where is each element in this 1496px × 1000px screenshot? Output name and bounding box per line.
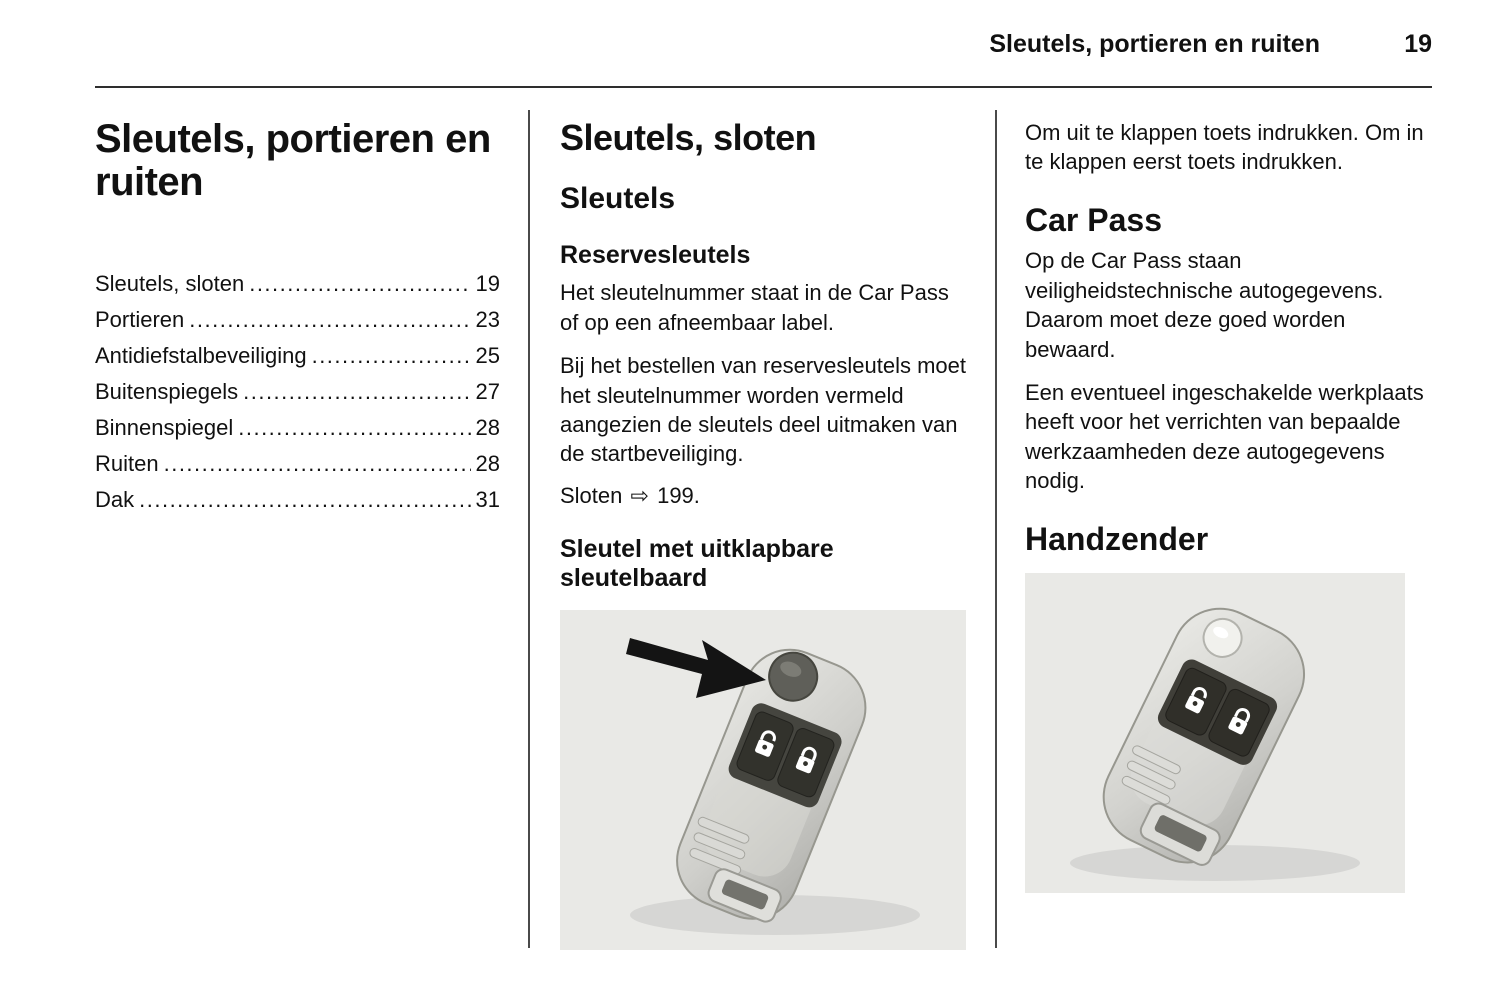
- page-number: 19: [1404, 30, 1432, 58]
- running-header-title: Sleutels, portieren en ruiten: [989, 30, 1320, 58]
- right-column: [1025, 118, 1432, 893]
- topic-title-flip-key: Sleutel met uitklapbare sleutelbaard: [560, 534, 834, 593]
- toc-leader-dots: [312, 338, 471, 374]
- cross-reference-page: 199.: [657, 482, 700, 508]
- toc-leader-dots: [238, 410, 470, 446]
- paragraph: Bij het bestellen van reservesleutels moet het sleutelnummer worden vermeld aangezien de sleutels deel uitmaken van de startbeveiliging.: [560, 353, 966, 467]
- toc-entry: [95, 482, 500, 518]
- toc-entry-page: 23: [475, 307, 500, 333]
- header-rule: [95, 86, 1432, 88]
- toc-entry: [95, 338, 500, 374]
- column-divider-right: [995, 110, 997, 948]
- toc-entry: [95, 410, 500, 446]
- topic-title-reservesleutels: Reservesleutels: [560, 240, 751, 269]
- toc-entry-label: Dak: [95, 487, 135, 513]
- section-title: Sleutels, sloten: [560, 117, 817, 158]
- flip-key-illustration: [560, 610, 966, 950]
- toc-entry-label: Portieren: [95, 307, 185, 333]
- toc-entry-page: 19: [475, 271, 500, 297]
- toc-leader-dots: [189, 302, 470, 338]
- toc-entry-label: Ruiten: [95, 451, 159, 477]
- toc-entry-label: Buitenspiegels: [95, 379, 239, 405]
- handzender-title: Handzender: [1025, 520, 1209, 557]
- flip-key-figure: [560, 610, 966, 950]
- toc-entry-label: Antidiefstalbeveiliging: [95, 343, 307, 369]
- toc-entry: [95, 374, 500, 410]
- toc-entry-label: Sleutels, sloten: [95, 271, 245, 297]
- paragraph: Om uit te klappen toets indrukken. Om in te klappen eerst toets indrukken.: [1025, 120, 1424, 175]
- toc-entry: [95, 266, 500, 302]
- cross-reference-label: Sloten: [560, 482, 623, 508]
- subsection-title: Sleutels: [560, 181, 676, 215]
- toc-entry-page: 31: [475, 487, 500, 513]
- toc-leader-dots: [139, 482, 470, 518]
- remote-key-figure: [1025, 573, 1432, 893]
- toc-entry-page: 28: [475, 451, 500, 477]
- toc-entry: [95, 446, 500, 482]
- toc-leader-dots: [243, 374, 470, 410]
- table-of-contents: [95, 266, 500, 518]
- remote-key-illustration: [1025, 573, 1405, 893]
- cross-reference: [560, 483, 966, 509]
- paragraph: Op de Car Pass staan veiligheidstechnische autogegevens. Daarom moet deze goed worden bewaard.: [1025, 248, 1384, 362]
- paragraph: Een eventueel ingeschakelde werkplaats heeft voor het verrichten van bepaalde werkzaamheden deze autogegevens nodig.: [1025, 380, 1424, 494]
- toc-entry-page: 25: [475, 343, 500, 369]
- toc-leader-dots: [249, 266, 470, 302]
- toc-entry: [95, 302, 500, 338]
- car-pass-title: Car Pass: [1025, 201, 1162, 238]
- middle-column: [560, 118, 966, 950]
- page-ref-arrow-icon: ⇨: [630, 482, 649, 508]
- toc-entry-page: 28: [475, 415, 500, 441]
- chapter-title: Sleutels, portieren en ruiten: [95, 117, 491, 205]
- paragraph: Het sleutelnummer staat in de Car Pass of op een afneembaar label.: [560, 280, 949, 335]
- toc-entry-label: Binnenspiegel: [95, 415, 234, 441]
- toc-column: [95, 118, 500, 518]
- toc-leader-dots: [164, 446, 471, 482]
- column-divider-left: [528, 110, 530, 948]
- toc-entry-page: 27: [475, 379, 500, 405]
